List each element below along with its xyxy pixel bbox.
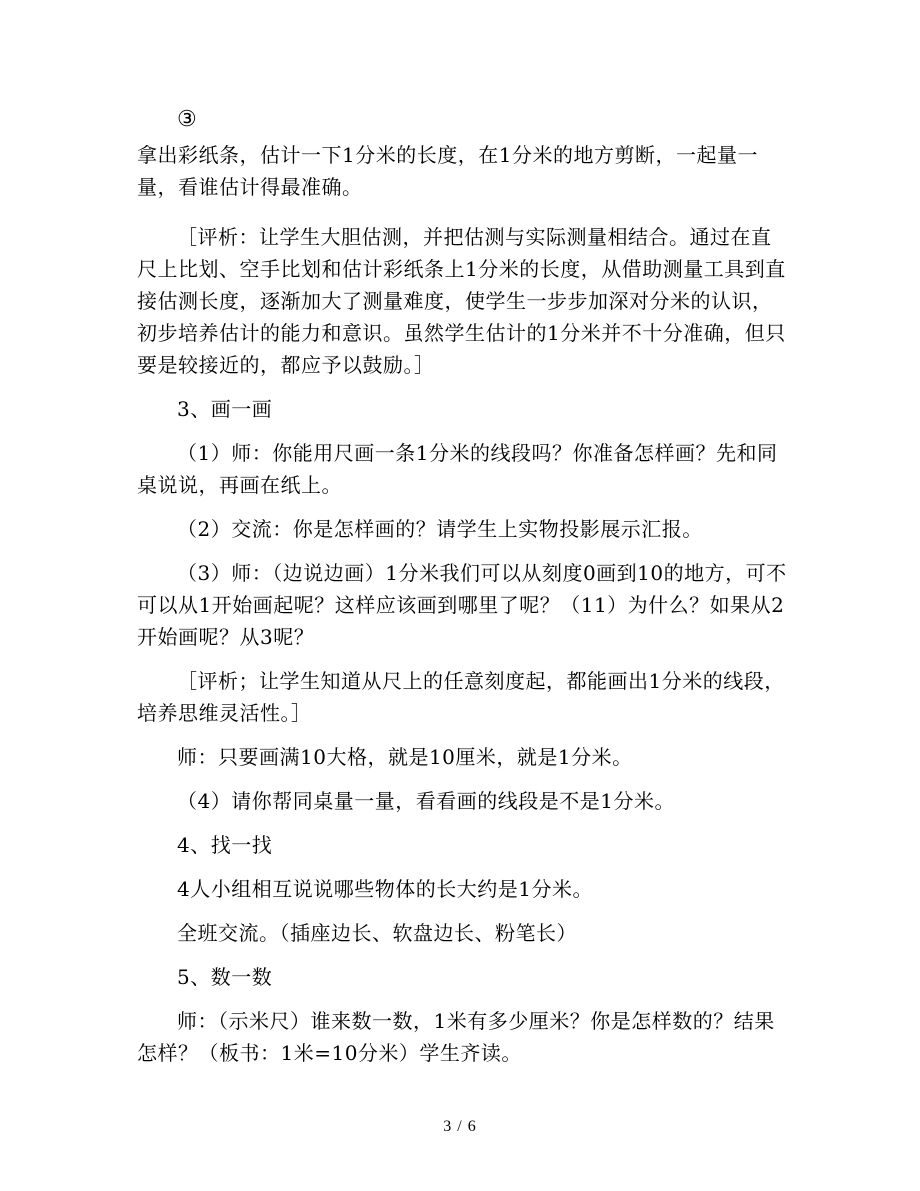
- paragraph-comment-2: ［评析；让学生知道从尺上的任意刻度起，都能画出1分米的线段，培养思维灵活性。］: [137, 669, 785, 725]
- paragraph-comment-1: ［评析：让学生大胆估测，并把估测与实际测量相结合。通过在直尺上比划、空手比划和估计彩纸条上1分米的长度，从借助测量工具到直接估测长度，逐渐加大了测量难度，使学生一步步加深对分米的认识，初步培养估计的能力和意识。虽然学生估计的1分米并不十分准确，但只要是较接近的，都应予以鼓励。］: [137, 225, 786, 377]
- paragraph-count-activity: 师：（示米尺）谁来数一数，1米有多少厘米？你是怎样数的？结果怎样？（板书：1米=10分米）学生齐读。: [137, 1009, 775, 1065]
- paragraph-teacher-note: 师：只要画满10大格，就是10厘米，就是1分米。: [177, 745, 633, 769]
- heading-draw: 3、画一画: [177, 397, 273, 421]
- heading-find: 4、找一找: [177, 833, 273, 857]
- paragraph-group-talk: 4人小组相互说说哪些物体的长大约是1分米。: [177, 877, 593, 901]
- heading-count: 5、数一数: [177, 965, 273, 989]
- circled-number-3: ③: [177, 107, 197, 132]
- paragraph-step-2: （2）交流：你是怎样画的？请学生上实物投影展示汇报。: [177, 517, 703, 541]
- paragraph-step-3: （3）师：（边说边画）1分米我们可以从刻度0画到10的地方，可不可以从1开始画起呢？这样应该画到哪里了呢？（11）为什么？如果从2开始画呢？从3呢？: [137, 561, 787, 649]
- paragraph-step-1: （1）师：你能用尺画一条1分米的线段吗？你准备怎样画？先和同桌说说，再画在纸上。: [137, 441, 778, 497]
- page-number: 3 / 6: [443, 1118, 477, 1135]
- paragraph-class-talk: 全班交流。（插座边长、软盘边长、粉笔长）: [177, 921, 577, 945]
- paragraph-step-4: （4）请你帮同桌量一量，看看画的线段是不是1分米。: [177, 789, 675, 813]
- paragraph-cut-paper: 拿出彩纸条，估计一下1分米的长度，在1分米的地方剪断，一起量一量，看谁估计得最准确。: [137, 143, 758, 199]
- document-body: [137, 105, 787, 1081]
